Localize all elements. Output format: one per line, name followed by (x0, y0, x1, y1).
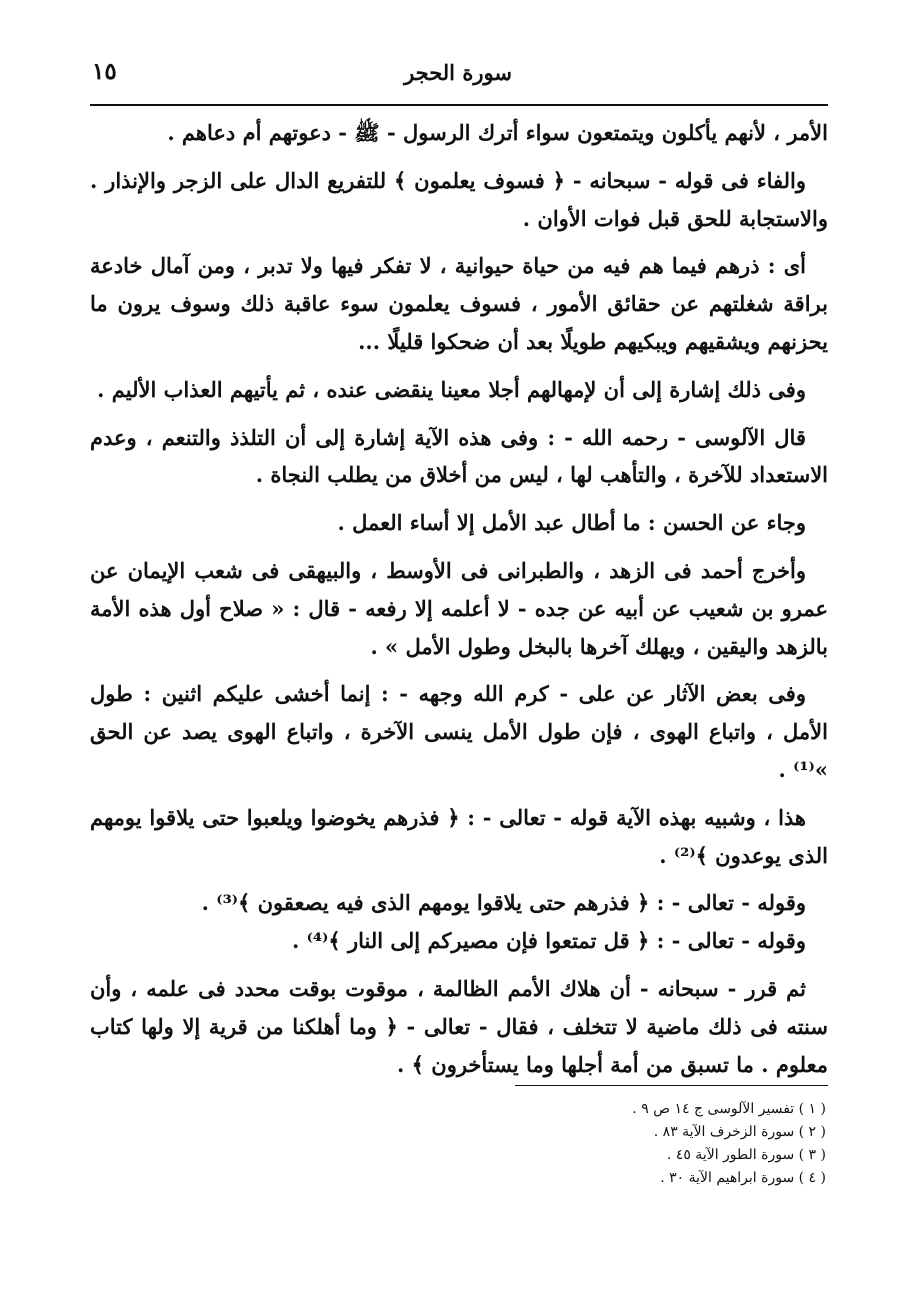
footnotes (500, 1098, 826, 1190)
footnote: ( ١ ) تفسير الآلوسى ج ١٤ ص ٩ . (632, 1101, 826, 1117)
paragraph: قال الآلوسى - رحمه الله - : وفى هذه الآية إشارة إلى أن التلذذ والتنعم ، وعدم الاستعداد للآخرة ، والتأهب لها ، ليس من أخلاق من يطلب النجاة . (90, 424, 828, 488)
main-text (90, 114, 828, 1093)
footnote: ( ٣ ) سورة الطور الآية ٤٥ . (666, 1147, 826, 1163)
page-header (92, 58, 824, 98)
paragraph: وأخرج أحمد فى الزهد ، والطبرانى فى الأوسط ، والبيهقى فى شعب الإيمان عن عمرو بن شعيب عن أبيه عن جده - لا أعلمه إلا رفعه - قال : « صلاح أول هذه الأمة بالزهد واليقين ، ويهلك آخرها بالبخل وطول الأمل » . (90, 557, 828, 659)
footnote: ( ٤ ) سورة ابراهيم الآية ٣٠ . (660, 1170, 826, 1186)
footnote: ( ٢ ) سورة الزخرف الآية ٨٣ . (653, 1124, 826, 1140)
running-title: سورة الحجر (404, 60, 512, 85)
paragraph: وجاء عن الحسن : ما أطال عبد الأمل إلا أساء العمل . (337, 510, 806, 536)
paragraph: ثم قرر - سبحانه - أن هلاك الأمم الظالمة ، موقوت بوقت محدد فى علمه ، وأن سنته فى ذلك ماضية لا تتخلف ، فقال - تعالى - ﴿ وما أهلكنا من قرية إلا ولها كتاب معلوم . ما تسبق من أمة أجلها وما يستأخرون ﴾ . (90, 975, 828, 1077)
paragraph: وقوله - تعالى - : ﴿ فذرهم حتى يلاقوا يومهم الذى فيه يصعقون ﴾⁽³⁾ . (201, 890, 806, 916)
paragraph: والفاء فى قوله - سبحانه - ﴿ فسوف يعلمون ﴾ للتفريع الدال على الزجر والإنذار . والاستجابة للحق قبل فوات الأوان . (90, 167, 828, 231)
page-number: ١٥ (92, 58, 117, 85)
footnote-divider (515, 1085, 828, 1086)
header-divider (90, 104, 828, 106)
paragraph: وقوله - تعالى - : ﴿ قل تمتعوا فإن مصيركم إلى النار ﴾⁽⁴⁾ . (292, 928, 806, 954)
paragraph: أى : ذرهم فيما هم فيه من حياة حيوانية ، لا تفكر فيها ولا تدبر ، ومن آمال خادعة براقة شغلتهم عن حقائق الأمور ، فسوف يعلمون سوء عاقبة ذلك وسوف يرون ما يحزنهم ويشقيهم ويبكيهم طويلًا بعد أن ضحكوا قليلًا ... (90, 253, 828, 354)
paragraph: وفى بعض الآثار عن على - كرم الله وجهه - : إنما أخشى عليكم اثنين : طول الأمل ، واتباع الهوى ، فإن طول الأمل ينسى الآخرة ، واتباع الهوى يصد عن الحق »⁽¹⁾ . (90, 681, 828, 782)
paragraph: هذا ، وشبيه بهذه الآية قوله - تعالى - : ﴿ فذرهم يخوضوا ويلعبوا حتى يلاقوا يومهم الذى يوعدون ﴾⁽²⁾ . (90, 804, 828, 868)
paragraph: وفى ذلك إشارة إلى أن لإمهالهم أجلا معينا ينقضى عنده ، ثم يأتيهم العذاب الأليم . (97, 376, 806, 402)
paragraph: الأمر ، لأنهم يأكلون ويتمتعون سواء أترك الرسول - ﷺ - دعوتهم أم دعاهم . (167, 120, 828, 145)
